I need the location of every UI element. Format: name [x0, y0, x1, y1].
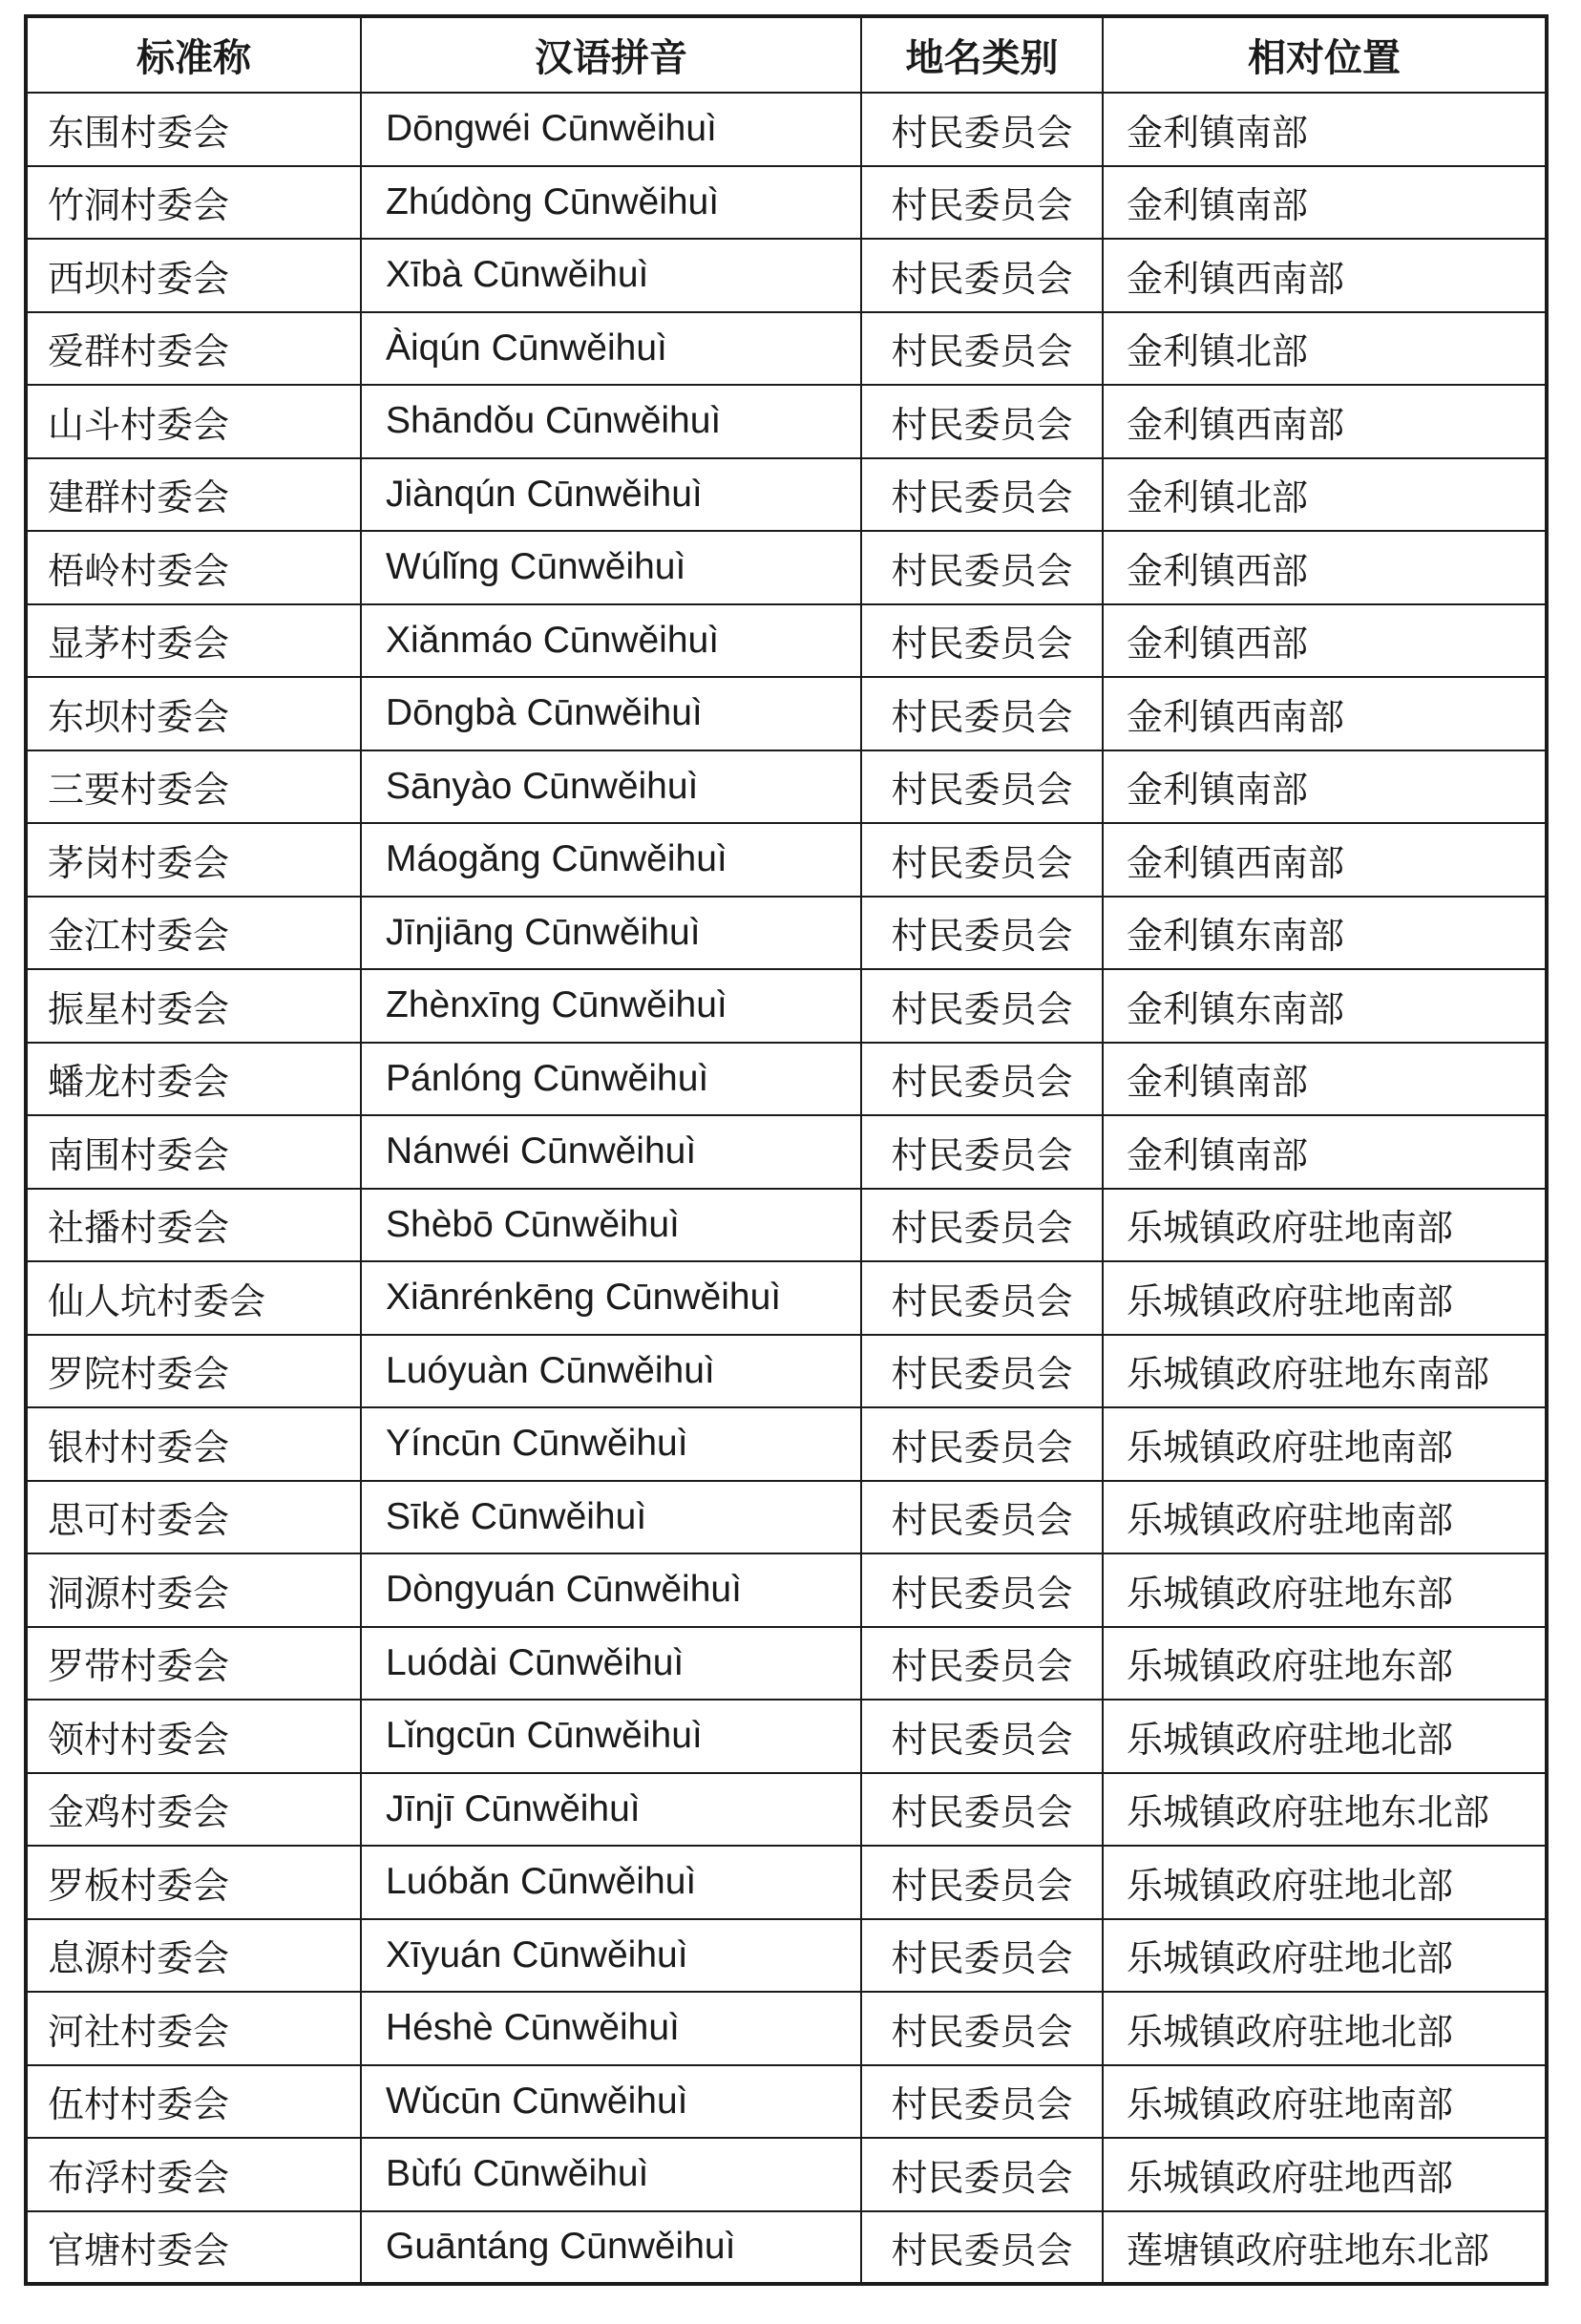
cell-standard-name: 建群村委会 [26, 458, 361, 532]
header-pinyin: 汉语拼音 [361, 16, 861, 93]
cell-category: 村民委员会 [861, 93, 1103, 166]
cell-standard-name: 思可村委会 [26, 1481, 361, 1554]
cell-category: 村民委员会 [861, 1335, 1103, 1408]
cell-pinyin: Xīyuán Cūnwěihuì [361, 1919, 861, 1993]
cell-standard-name: 东坝村委会 [26, 677, 361, 750]
cell-position: 乐城镇政府驻地南部 [1103, 1189, 1547, 1262]
cell-category: 村民委员会 [861, 604, 1103, 678]
cell-standard-name: 社播村委会 [26, 1189, 361, 1262]
cell-standard-name: 东围村委会 [26, 93, 361, 166]
cell-standard-name: 振星村委会 [26, 969, 361, 1043]
cell-standard-name: 银村村委会 [26, 1407, 361, 1481]
cell-pinyin: Xiānrénkēng Cūnwěihuì [361, 1261, 861, 1335]
cell-standard-name: 山斗村委会 [26, 385, 361, 458]
cell-category: 村民委员会 [861, 1846, 1103, 1919]
table-row [26, 1481, 1547, 1554]
cell-category: 村民委员会 [861, 677, 1103, 750]
cell-category: 村民委员会 [861, 1261, 1103, 1335]
cell-pinyin: Luóbǎn Cūnwěihuì [361, 1846, 861, 1919]
table-row [26, 677, 1547, 750]
cell-position: 莲塘镇政府驻地东北部 [1103, 2211, 1547, 2285]
cell-position: 金利镇南部 [1103, 166, 1547, 240]
cell-standard-name: 领村村委会 [26, 1700, 361, 1773]
cell-position: 金利镇南部 [1103, 1115, 1547, 1189]
table-row [26, 385, 1547, 458]
table-row [26, 458, 1547, 532]
table-row [26, 1700, 1547, 1773]
cell-standard-name: 金鸡村委会 [26, 1773, 361, 1847]
cell-standard-name: 爱群村委会 [26, 312, 361, 386]
cell-position: 金利镇西南部 [1103, 385, 1547, 458]
table-row [26, 2138, 1547, 2211]
cell-standard-name: 伍村村委会 [26, 2065, 361, 2139]
cell-category: 村民委员会 [861, 1700, 1103, 1773]
cell-pinyin: Zhúdòng Cūnwěihuì [361, 166, 861, 240]
cell-standard-name: 官塘村委会 [26, 2211, 361, 2285]
cell-pinyin: Lǐngcūn Cūnwěihuì [361, 1700, 861, 1773]
cell-pinyin: Bùfú Cūnwěihuì [361, 2138, 861, 2211]
cell-position: 乐城镇政府驻地南部 [1103, 1407, 1547, 1481]
cell-category: 村民委员会 [861, 1407, 1103, 1481]
cell-category: 村民委员会 [861, 458, 1103, 532]
table-row [26, 1407, 1547, 1481]
header-standard-name: 标准称 [26, 16, 361, 93]
table-row [26, 1335, 1547, 1408]
cell-position: 金利镇东南部 [1103, 969, 1547, 1043]
cell-category: 村民委员会 [861, 312, 1103, 386]
cell-pinyin: Xībà Cūnwěihuì [361, 239, 861, 312]
cell-pinyin: Jiànqún Cūnwěihuì [361, 458, 861, 532]
cell-standard-name: 罗带村委会 [26, 1627, 361, 1701]
cell-pinyin: Shāndǒu Cūnwěihuì [361, 385, 861, 458]
table-row [26, 1627, 1547, 1701]
cell-position: 乐城镇政府驻地北部 [1103, 1846, 1547, 1919]
cell-category: 村民委员会 [861, 531, 1103, 604]
cell-position: 乐城镇政府驻地北部 [1103, 1700, 1547, 1773]
cell-position: 乐城镇政府驻地南部 [1103, 1481, 1547, 1554]
table-row [26, 1115, 1547, 1189]
cell-standard-name: 竹洞村委会 [26, 166, 361, 240]
table-row [26, 93, 1547, 166]
cell-standard-name: 显茅村委会 [26, 604, 361, 678]
cell-category: 村民委员会 [861, 1992, 1103, 2065]
cell-pinyin: Zhènxīng Cūnwěihuì [361, 969, 861, 1043]
table-row [26, 1992, 1547, 2065]
table-row [26, 969, 1547, 1043]
cell-pinyin: Héshè Cūnwěihuì [361, 1992, 861, 2065]
table-row [26, 1043, 1547, 1116]
cell-pinyin: Sānyào Cūnwěihuì [361, 750, 861, 824]
cell-standard-name: 罗院村委会 [26, 1335, 361, 1408]
table-row [26, 1189, 1547, 1262]
cell-category: 村民委员会 [861, 2138, 1103, 2211]
cell-pinyin: Yíncūn Cūnwěihuì [361, 1407, 861, 1481]
cell-position: 金利镇南部 [1103, 750, 1547, 824]
cell-position: 金利镇西南部 [1103, 677, 1547, 750]
cell-pinyin: Xiǎnmáo Cūnwěihuì [361, 604, 861, 678]
cell-standard-name: 梧岭村委会 [26, 531, 361, 604]
table-row [26, 1261, 1547, 1335]
cell-standard-name: 仙人坑村委会 [26, 1261, 361, 1335]
cell-category: 村民委员会 [861, 969, 1103, 1043]
table-row [26, 239, 1547, 312]
cell-position: 乐城镇政府驻地南部 [1103, 1261, 1547, 1335]
cell-position: 金利镇北部 [1103, 458, 1547, 532]
cell-pinyin: Dōngbà Cūnwěihuì [361, 677, 861, 750]
cell-pinyin: Pánlóng Cūnwěihuì [361, 1043, 861, 1116]
cell-pinyin: Jīnjī Cūnwěihuì [361, 1773, 861, 1847]
cell-pinyin: Luóyuàn Cūnwěihuì [361, 1335, 861, 1408]
cell-category: 村民委员会 [861, 1115, 1103, 1189]
cell-category: 村民委员会 [861, 823, 1103, 897]
cell-category: 村民委员会 [861, 239, 1103, 312]
table-row [26, 750, 1547, 824]
table-row [26, 1553, 1547, 1627]
cell-pinyin: Shèbō Cūnwěihuì [361, 1189, 861, 1262]
table-row [26, 604, 1547, 678]
cell-position: 乐城镇政府驻地南部 [1103, 2065, 1547, 2139]
table-row [26, 2065, 1547, 2139]
cell-category: 村民委员会 [861, 166, 1103, 240]
cell-category: 村民委员会 [861, 897, 1103, 970]
header-position: 相对位置 [1103, 16, 1547, 93]
table-row [26, 2211, 1547, 2285]
table-row [26, 897, 1547, 970]
cell-pinyin: Àiqún Cūnwěihuì [361, 312, 861, 386]
cell-position: 金利镇西部 [1103, 604, 1547, 678]
cell-category: 村民委员会 [861, 750, 1103, 824]
cell-category: 村民委员会 [861, 1773, 1103, 1847]
cell-category: 村民委员会 [861, 385, 1103, 458]
cell-position: 乐城镇政府驻地东北部 [1103, 1773, 1547, 1847]
cell-standard-name: 河社村委会 [26, 1992, 361, 2065]
cell-standard-name: 茅岗村委会 [26, 823, 361, 897]
cell-position: 乐城镇政府驻地北部 [1103, 1919, 1547, 1993]
cell-position: 乐城镇政府驻地东南部 [1103, 1335, 1547, 1408]
table-body [26, 93, 1547, 2284]
cell-category: 村民委员会 [861, 1043, 1103, 1116]
header-row [26, 16, 1547, 93]
cell-category: 村民委员会 [861, 1919, 1103, 1993]
table-row [26, 312, 1547, 386]
cell-standard-name: 三要村委会 [26, 750, 361, 824]
cell-position: 金利镇西南部 [1103, 239, 1547, 312]
cell-standard-name: 罗板村委会 [26, 1846, 361, 1919]
cell-category: 村民委员会 [861, 1189, 1103, 1262]
cell-category: 村民委员会 [861, 1627, 1103, 1701]
cell-pinyin: Wúlǐng Cūnwěihuì [361, 531, 861, 604]
cell-category: 村民委员会 [861, 1481, 1103, 1554]
cell-pinyin: Jīnjiāng Cūnwěihuì [361, 897, 861, 970]
cell-position: 金利镇西部 [1103, 531, 1547, 604]
table-header [26, 16, 1547, 93]
cell-standard-name: 西坝村委会 [26, 239, 361, 312]
cell-position: 金利镇北部 [1103, 312, 1547, 386]
cell-standard-name: 金江村委会 [26, 897, 361, 970]
table-row [26, 823, 1547, 897]
table-row [26, 1846, 1547, 1919]
cell-position: 乐城镇政府驻地西部 [1103, 2138, 1547, 2211]
table-row [26, 166, 1547, 240]
cell-standard-name: 南围村委会 [26, 1115, 361, 1189]
cell-standard-name: 蟠龙村委会 [26, 1043, 361, 1116]
cell-pinyin: Guāntáng Cūnwěihuì [361, 2211, 861, 2285]
cell-pinyin: Dōngwéi Cūnwěihuì [361, 93, 861, 166]
cell-category: 村民委员会 [861, 1553, 1103, 1627]
placenames-table [24, 14, 1549, 2286]
cell-position: 乐城镇政府驻地东部 [1103, 1627, 1547, 1701]
cell-pinyin: Sīkě Cūnwěihuì [361, 1481, 861, 1554]
cell-standard-name: 洞源村委会 [26, 1553, 361, 1627]
cell-pinyin: Wǔcūn Cūnwěihuì [361, 2065, 861, 2139]
cell-position: 金利镇东南部 [1103, 897, 1547, 970]
cell-position: 金利镇西南部 [1103, 823, 1547, 897]
cell-standard-name: 布浮村委会 [26, 2138, 361, 2211]
cell-category: 村民委员会 [861, 2211, 1103, 2285]
cell-pinyin: Máogǎng Cūnwěihuì [361, 823, 861, 897]
cell-position: 乐城镇政府驻地北部 [1103, 1992, 1547, 2065]
cell-pinyin: Dòngyuán Cūnwěihuì [361, 1553, 861, 1627]
cell-position: 金利镇南部 [1103, 93, 1547, 166]
table-row [26, 1773, 1547, 1847]
cell-position: 乐城镇政府驻地东部 [1103, 1553, 1547, 1627]
header-category: 地名类别 [861, 16, 1103, 93]
cell-position: 金利镇南部 [1103, 1043, 1547, 1116]
table-row [26, 1919, 1547, 1993]
cell-standard-name: 息源村委会 [26, 1919, 361, 1993]
cell-pinyin: Luódài Cūnwěihuì [361, 1627, 861, 1701]
cell-pinyin: Nánwéi Cūnwěihuì [361, 1115, 861, 1189]
table-row [26, 531, 1547, 604]
cell-category: 村民委员会 [861, 2065, 1103, 2139]
